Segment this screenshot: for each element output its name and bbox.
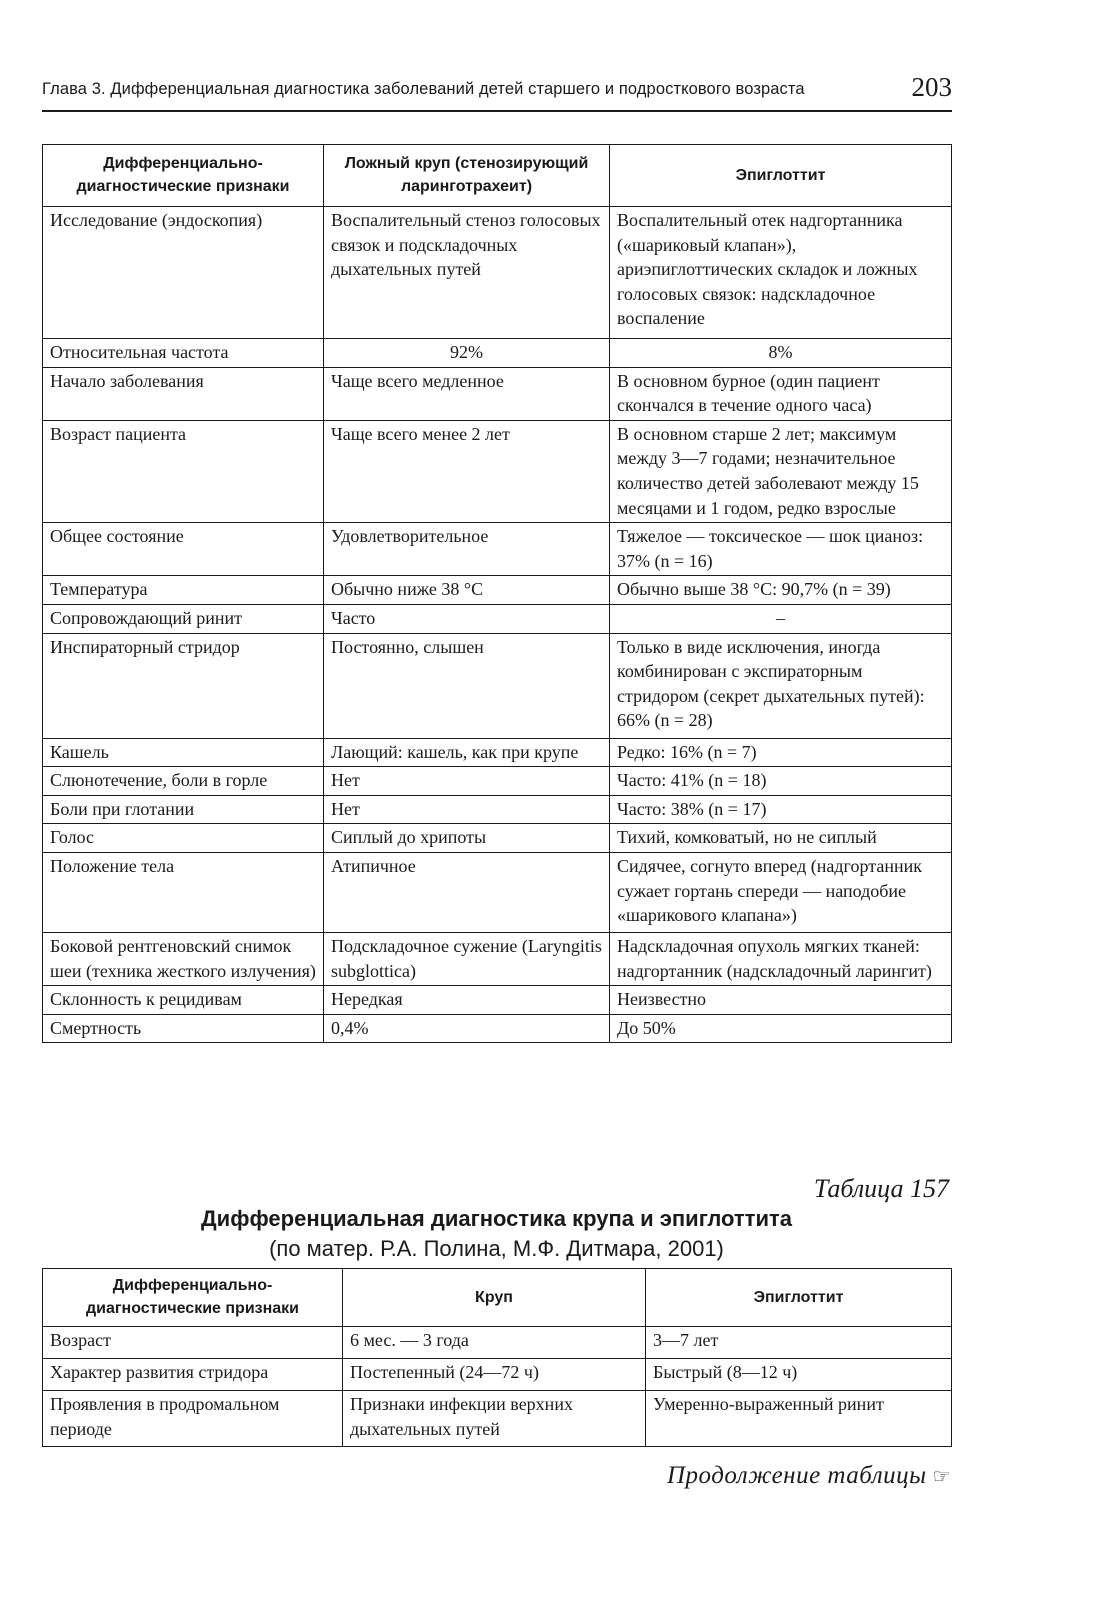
table-row [43, 367, 952, 420]
false-croup-cell: Атипичное [324, 852, 610, 932]
epiglottitis-cell: В основном бурное (один пациент скончался в течение одного часа) [610, 367, 952, 420]
table-title: Дифференциальная диагностика крупа и эпиглоттита [201, 1206, 792, 1231]
croup-cell: 6 мес. — 3 года [343, 1327, 646, 1359]
epiglottitis-cell: До 50% [610, 1014, 952, 1043]
table-row [43, 523, 952, 576]
false-croup-cell: Подскладочное сужение (Laryngitis subglottica) [324, 932, 610, 985]
table-row [43, 1014, 952, 1043]
table-subtitle: (по матер. Р.А. Полина, М.Ф. Дитмара, 2001) [269, 1236, 724, 1261]
feature-cell: Общее состояние [43, 523, 324, 576]
continuation-text: Продолжение таблицы [667, 1462, 927, 1489]
feature-cell: Проявления в продромальном периоде [43, 1391, 343, 1447]
epiglottitis-cell: Только в виде исключения, иногда комбинирован с экспираторным стридором (секрет дыхательных путей): 66% (n = 28) [610, 633, 952, 738]
false-croup-cell: Сиплый до хрипоты [324, 824, 610, 853]
feature-cell: Смертность [43, 1014, 324, 1043]
epiglottitis-cell: Тихий, комковатый, но не сиплый [610, 824, 952, 853]
epiglottitis-cell: 3—7 лет [646, 1327, 952, 1359]
epiglottitis-cell: Часто: 41% (n = 18) [610, 767, 952, 796]
epiglottitis-cell: Тяжелое — токсическое — шок цианоз: 37% (n = 16) [610, 523, 952, 576]
table-row [43, 738, 952, 767]
hand-arrow-icon: ☞ [932, 1466, 951, 1488]
table-row [43, 207, 952, 339]
table-row [43, 852, 952, 932]
false-croup-cell: Нет [324, 767, 610, 796]
false-croup-cell: Обычно ниже 38 °C [324, 576, 610, 605]
epiglottitis-cell: Умеренно-выраженный ринит [646, 1391, 952, 1447]
table-row [43, 795, 952, 824]
feature-cell: Исследование (эндоскопия) [43, 207, 324, 339]
feature-cell: Слюнотечение, боли в горле [43, 767, 324, 796]
croup-cell: Постепенный (24—72 ч) [343, 1359, 646, 1391]
epiglottitis-cell: Неизвестно [610, 986, 952, 1015]
table-row [43, 767, 952, 796]
epiglottitis-cell: Воспалительный отек надгортанника («шариковый клапан»), ариэпиглоттических складок и ложных голосовых связок: надскладочное воспаление [610, 207, 952, 339]
feature-cell: Инспираторный стридор [43, 633, 324, 738]
table-row [43, 604, 952, 633]
croup-cell: Признаки инфекции верхних дыхательных путей [343, 1391, 646, 1447]
feature-cell: Относительная частота [43, 339, 324, 368]
epiglottitis-cell: Редко: 16% (n = 7) [610, 738, 952, 767]
false-croup-cell: Нет [324, 795, 610, 824]
feature-cell: Кашель [43, 738, 324, 767]
chapter-title: Глава 3. Дифференциальная диагностика заболеваний детей старшего и подросткового возраста [42, 80, 805, 98]
feature-cell: Температура [43, 576, 324, 605]
column-header-false-croup: Ложный круп (стенозирующий ларинготрахеит) [324, 145, 610, 207]
table-157 [42, 1268, 952, 1447]
page-number: 203 [911, 72, 952, 102]
table-row [43, 824, 952, 853]
false-croup-cell: 0,4% [324, 1014, 610, 1043]
table-row [43, 339, 952, 368]
feature-cell: Возраст [43, 1327, 343, 1359]
feature-cell: Характер развития стридора [43, 1359, 343, 1391]
comparison-table-croup-epiglottitis [42, 144, 952, 1043]
feature-cell: Сопровождающий ринит [43, 604, 324, 633]
feature-cell: Голос [43, 824, 324, 853]
feature-cell: Положение тела [43, 852, 324, 932]
column-header-epiglottitis: Эпиглоттит [646, 1269, 952, 1327]
table-row [43, 986, 952, 1015]
false-croup-cell: Чаще всего менее 2 лет [324, 420, 610, 522]
table-row [43, 576, 952, 605]
feature-cell: Склонность к рецидивам [43, 986, 324, 1015]
column-header-epiglottitis: Эпиглоттит [610, 145, 952, 207]
false-croup-cell: Часто [324, 604, 610, 633]
epiglottitis-cell: Часто: 38% (n = 17) [610, 795, 952, 824]
feature-cell: Боковой рентгеновский снимок шеи (техника жесткого излучения) [43, 932, 324, 985]
epiglottitis-cell: Быстрый (8—12 ч) [646, 1359, 952, 1391]
column-header-features: Дифференциально-диагностические признаки [43, 145, 324, 207]
epiglottitis-cell: 8% [610, 339, 952, 368]
feature-cell: Боли при глотании [43, 795, 324, 824]
feature-cell: Возраст пациента [43, 420, 324, 522]
table-row [43, 1391, 952, 1447]
false-croup-cell: Нередкая [324, 986, 610, 1015]
page-header [42, 72, 952, 112]
false-croup-cell: Постоянно, слышен [324, 633, 610, 738]
table-row [43, 932, 952, 985]
table-number-label: Таблица 157 [813, 1174, 949, 1203]
epiglottitis-cell: Сидячее, согнуто вперед (надгортанник сужает гортань спереди — наподобие «шарикового клапана») [610, 852, 952, 932]
table-row [43, 420, 952, 522]
column-header-croup: Круп [343, 1269, 646, 1327]
feature-cell: Начало заболевания [43, 367, 324, 420]
false-croup-cell: Лающий: кашель, как при крупе [324, 738, 610, 767]
table-row [43, 1359, 952, 1391]
column-header-features: Дифференциально-диагностические признаки [43, 1269, 343, 1327]
epiglottitis-cell: – [610, 604, 952, 633]
epiglottitis-cell: В основном старше 2 лет; максимум между 3—7 годами; незначительное количество детей заболевают между 15 месяцами и 1 годом, редко взрослые [610, 420, 952, 522]
false-croup-cell: Удовлетворительное [324, 523, 610, 576]
epiglottitis-cell: Обычно выше 38 °C: 90,7% (n = 39) [610, 576, 952, 605]
false-croup-cell: Воспалительный стеноз голосовых связок и подскладочных дыхательных путей [324, 207, 610, 339]
table-row [43, 633, 952, 738]
table-row [43, 1327, 952, 1359]
false-croup-cell: 92% [324, 339, 610, 368]
false-croup-cell: Чаще всего медленное [324, 367, 610, 420]
continuation-note [667, 1462, 951, 1490]
epiglottitis-cell: Надскладочная опухоль мягких тканей: надгортанник (надскладочный ларингит) [610, 932, 952, 985]
